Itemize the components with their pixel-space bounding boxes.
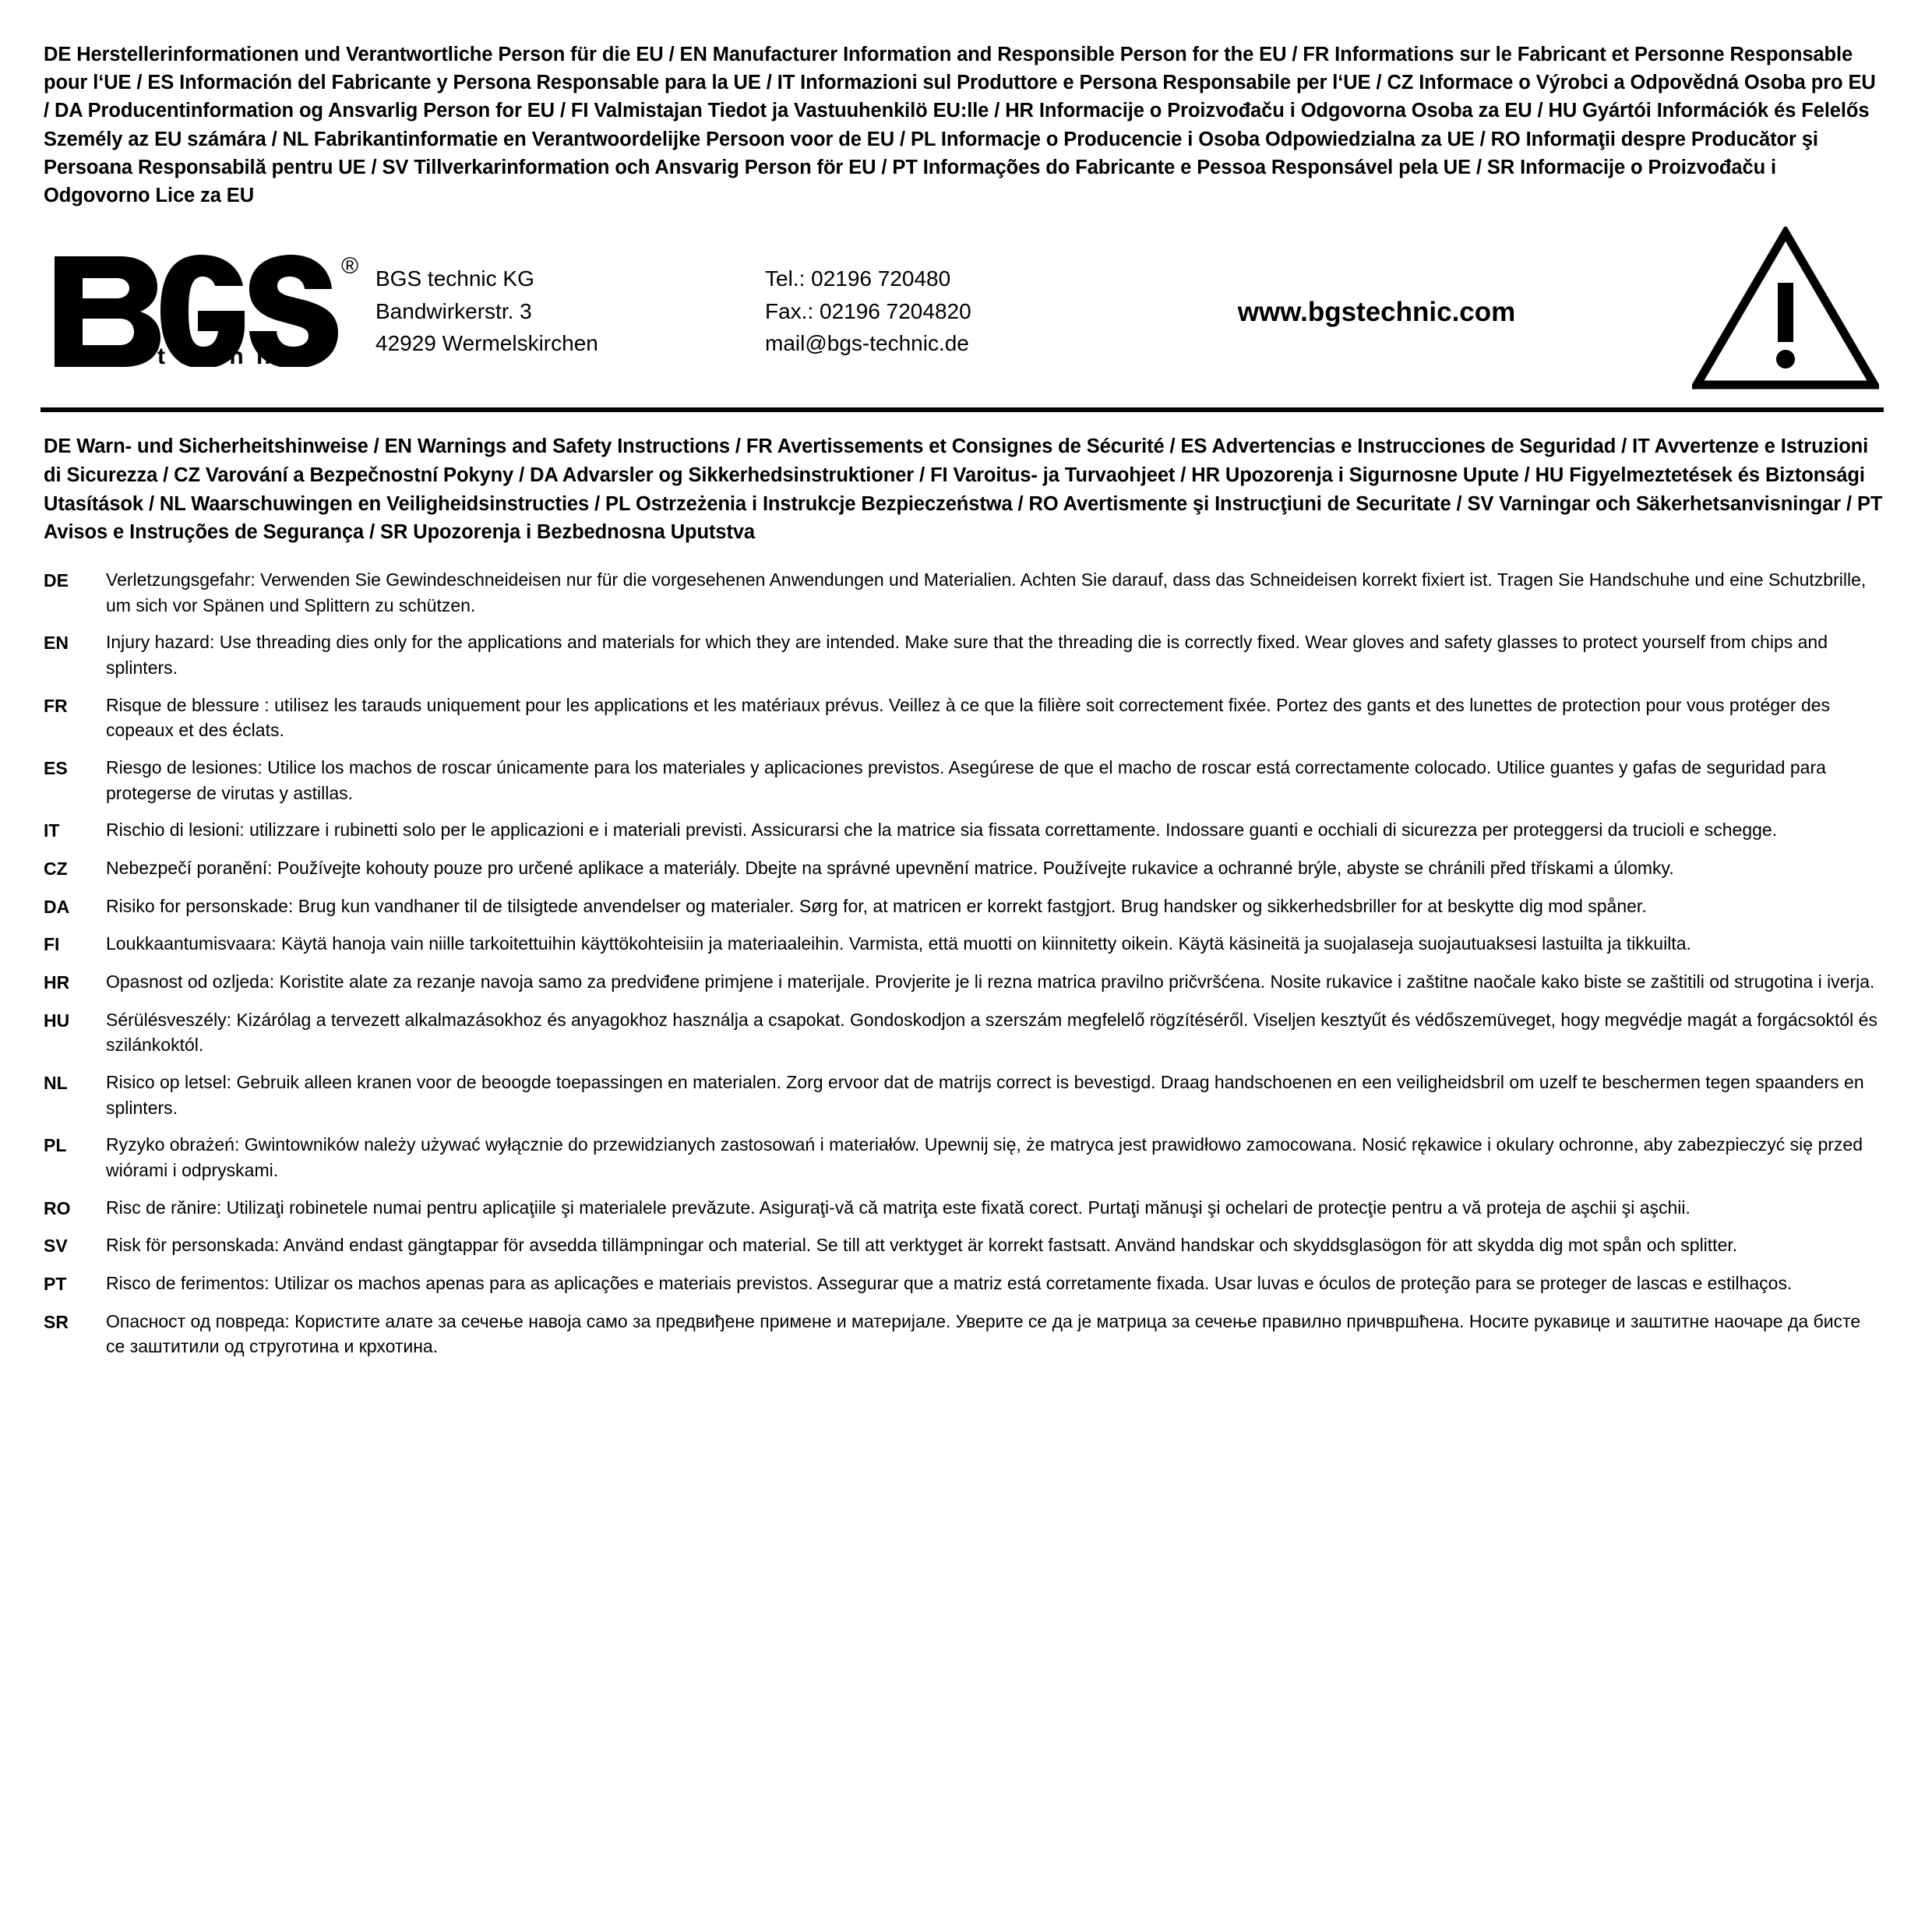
language-code: DA [44,896,70,917]
company-address [375,258,765,358]
bgs-logo [41,250,375,367]
warning-text: Verletzungsgefahr: Verwenden Sie Gewindeschneideisen nur für die vorgesehenen Anwendungen und Materialien. Achten Sie darauf, dass das Schneideisen korrekt fixiert ist. Tragen Sie Handschuhe und eine Schutzbrille, um sich vor Spänen und Splittern zu schützen. [106,569,1867,615]
language-code: FI [44,934,60,955]
language-code: FR [44,695,68,716]
warning-text: Opasnost od ozljeda: Koristite alate za rezanje navoja samo za predviđene primjene i materijale. Provjerite je li rezna matrica pravilno pričvršćena. Nosite rukavice i zaštitne naočale kako biste se zaštitili od strugotina i iverja. [106,971,1875,992]
warnings-heading: DE Warn- und Sicherheitshinweise / EN Warnings and Safety Instructions / FR Avertissements et Consignes de Sécurité / ES Advertencias e Instrucciones de Seguridad / IT Avvertenze e Istruzioni di Sicurezza / CZ Varování a Bezpečnostní Pokyny / DA Advarsler og Sikkerhedsinstruktioner / FI Varoitus- ja Turvaohjeet / HR Upozorenja i Sigurnosne Upute / HU Figyelmeztetések és Biztonsági Utasítások / NL Waarschuwingen en Veiligheidsinstructies / PL Ostrzeżenia i Instrukcje Bezpieczeństwa / RO Avertismente şi Instrucţiuni de Securitate / SV Varningar och Säkerhetsanvisningar / PT Avisos e Instruções de Segurança / SR Upozorenja i Bezbednosna Uputstva [44,435,1883,544]
language-code: HU [44,1010,70,1031]
warning-text: Ryzyko obrażeń: Gwintowników należy używać wyłącznie do przewidzianych zastosowań i materiałów. Upewnij się, że matryca jest prawidłowo zamocowana. Nosić rękawice i okulary ochronne, aby zabezpieczyć się przed wiórami i odpryskami. [106,1134,1863,1180]
language-code: NL [44,1072,68,1093]
language-code: SR [44,1311,69,1332]
list-item [44,969,1884,996]
warning-text: Sérülésveszély: Kizárólag a tervezett alkalmazásokhoz és anyagokhoz használja a csapokat. Gondoskodjon a szerszám megfelelő rögzítéséről. Viseljen kesztyűt és védőszemüveget, hogy megvédje magát a forgácsoktól és szilánkoktól. [106,1009,1877,1056]
warning-text: Risico op letsel: Gebruik alleen kranen voor de beoogde toepassingen en materialen. Zorg ervoor dat de matrijs correct is bevestigd. Draag handschoenen en een veiligheidsbril om uzelf te beschermen tegen spaanders en splinters. [106,1071,1864,1118]
language-code: ES [44,758,68,779]
warning-text: Опасност од повреда: Користите алате за сечење навоја само за предвиђене примене и материјале. Уверите се да је матрица за сечење правилно причвршћена. Носите рукавице и заштитне наочаре да бисте се заштитили од струготина и крхотина. [106,1310,1861,1357]
language-code: IT [44,820,60,841]
list-item [44,855,1884,882]
list-item [44,1132,1884,1183]
manufacturer-bar [41,224,1884,412]
warning-text: Loukkaantumisvaara: Käytä hanoja vain niille tarkoitettuihin käyttökohteisiin ja materiaaleihin. Varmista, että muotti on kiinnitetty oikein. Käytä käsineitä ja suojalaseja suojautuaksesi lastuilta ja tikkuilta. [106,933,1691,954]
warning-text: Risk för personskada: Använd endast gängtappar för avsedda tillämpningar och material. Se till att verktyget är korrekt fastsatt. Använd handskar och skyddsglasögon för att skydda dig mot spån och splitter. [106,1235,1738,1256]
warning-text: Risco de ferimentos: Utilizar os machos apenas para as aplicações e materiais previstos. Assegurar que a matriz está corretamente fixada. Usar luvas e óculos de proteção para se proteger de lascas e estilhaços. [106,1272,1793,1293]
warning-text: Risc de rănire: Utilizaţi robinetele numai pentru aplicaţiile şi materialele prevăzute. Asiguraţi-vă că matriţa este fixată corect. Purtaţi mănuşi şi ochelari de protecţie pentru a vă proteja de aşchii şi aşchii. [106,1197,1690,1218]
company-tel: Tel.: 02196 720480 [765,266,951,291]
company-contact [765,258,1100,358]
language-code: PL [44,1135,67,1156]
manufacturer-info-heading: DE Herstellerinformationen und Verantwortliche Person für die EU / EN Manufacturer Information and Responsible Person for the EU / FR Informations sur le Fabricant et Personne Responsable pour l‘UE / ES Información del Fabricante y Persona Responsable para la UE / IT Informazioni sul Produttore e Persona Responsabile per l‘UE / CZ Informace o Výrobci a Odpovědná Osoba pro EU / DA Producentinformation og Ansvarlig Person for EU / FI Valmistajan Tiedot ja Vastuuhenkilö EU:lle / HR Informacije o Proizvođaču i Odgovorna Osoba za EU / HU Gyártói Információk és Felelős Személy az EU számára / NL Fabrikantinformatie en Verantwoordelijke Persoon voor de EU / PL Informacje o Producencie i Osoba Odpowiedzialna za UE / RO Informaţii despre Producător şi Persoana Responsabilă pentru UE / SV Tillverkarinformation och Ansvarig Person för EU / PT Informações do Fabricante e Pessoa Responsável pela UE / SR Informacije o Proizvođaču i Odgovorno Lice za EU [44,44,1876,207]
language-code: SV [44,1236,68,1257]
language-code: EN [44,633,69,654]
company-street: Bandwirkerstr. 3 [375,298,532,323]
list-item [44,1007,1884,1058]
list-item [44,817,1884,844]
list-item [44,629,1884,680]
list-item [44,1309,1884,1359]
list-item [44,894,1884,920]
warning-text: Rischio di lesioni: utilizzare i rubinetti solo per le applicazioni e i materiali previsti. Assicurarsi che la matrice sia fissata correttamente. Indossare guanti e occhiali di sicurezza per proteggersi da trucioli e schegge. [106,820,1778,841]
warning-text: Injury hazard: Use threading dies only for the applications and materials for which they are intended. Make sure that the threading die is correctly fixed. Wear gloves and safety glasses to protect yourself from chips and splinters. [106,632,1828,679]
company-email[interactable]: mail@bgs-technic.de [765,330,969,355]
warning-text: Nebezpečí poranění: Používejte kohouty pouze pro určené aplikace a materiály. Dbejte na správné upevnění matrice. Používejte rukavice a ochranné brýle, abyste se chránili před třískami a úlomky. [106,858,1674,878]
list-item [44,1232,1884,1259]
svg-text:t e c h n i c: t e c h n i c [157,344,319,368]
company-city: 42929 Wermelskirchen [375,330,598,355]
warning-text: Riesgo de lesiones: Utilice los machos de roscar únicamente para los materiales y aplicaciones previstos. Asegúrese de que el macho de roscar está correctamente colocado. Utilice guantes y gafas de seguridad para protegerse de virutas y astillas. [106,757,1826,803]
warnings-list [41,567,1884,1359]
list-item [44,1271,1884,1297]
svg-text:®: ® [341,253,359,280]
list-item [44,693,1884,743]
warning-text: Risiko for personskade: Brug kun vandhaner til de tilsigtede anvendelser og materialer. Sørg for, at matricen er korrekt fastgjort. Brug handsker og sikkerhedsbriller for at beskytte dig mod spåner. [106,895,1647,916]
list-item [44,931,1884,957]
list-item [44,567,1884,618]
warning-text: Risque de blessure : utilisez les tarauds uniquement pour les applications et les matériaux prévus. Veillez à ce que la filière soit correctement fixée. Portez des gants et des lunettes de protection pour vous protéger des copeaux et des éclats. [106,694,1831,741]
company-name: BGS technic KG [375,266,534,291]
list-item [44,1070,1884,1120]
list-item [44,1195,1884,1222]
language-code: PT [44,1273,67,1294]
language-code: DE [44,570,69,591]
company-website[interactable]: www.bgstechnic.com [1237,297,1516,328]
language-code: RO [44,1197,71,1218]
list-item [44,755,1884,806]
warning-triangle-icon [1684,227,1884,390]
language-code: HR [44,971,70,992]
company-fax: Fax.: 02196 7204820 [765,298,971,323]
language-code: CZ [44,858,68,879]
